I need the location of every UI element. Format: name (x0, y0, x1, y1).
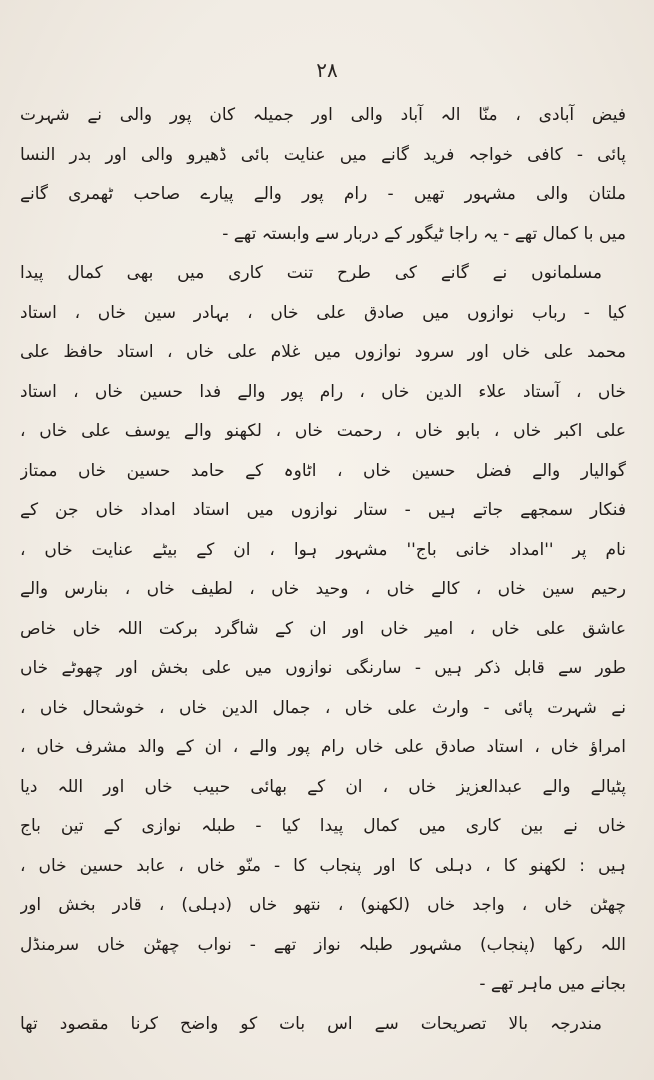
text-line-14: عاشق علی خاں ، امیر خاں اور ان کے شاگرد برکت اللہ خاں خاص (20, 618, 626, 639)
body-text (20, 96, 626, 1044)
text-line-12: نام پر ''امداد خانی باج'' مشہور ہوا ، ان کے بیٹے عنایت خاں ، (20, 539, 626, 560)
text-line-17: امراؤ خاں ، استاد صادق علی خاں رام پور والے ، ان کے والد مشرف خاں ، (20, 737, 626, 757)
text-line-11: فنکار سمجھے جاتے ہیں - ستار نوازوں میں استاد امداد خاں جن کے (20, 500, 626, 520)
text-line-13: رحیم سین خاں ، کالے خاں ، وحید خاں ، لطیف خاں ، بنارس والے (20, 579, 626, 599)
text-line-3: ملتان والی مشہور تھیں - رام پور والے پیارے صاحب ٹھمری گانے (20, 184, 626, 204)
text-line-23: بجانے میں ماہر تھے - (479, 974, 626, 994)
text-line-19: خاں نے بین کاری میں کمال پیدا کیا - طبلہ نوازی کے تین باج (20, 816, 626, 836)
text-line-24: مندرجہ بالا تصریحات سے اس بات کو واضح کرنا مقصود تھا (20, 1013, 602, 1034)
page-number: ۲۸ (316, 58, 338, 82)
text-line-10: گوالیار والے فضل حسین خاں ، اٹاوہ کے حامد حسین خاں ممتاز (20, 460, 626, 481)
text-line-18: پٹیالے والے عبدالعزیز خاں ، ان کے بھائی حبیب خاں اور اللہ دیا (20, 776, 626, 797)
text-line-9: علی اکبر خاں ، بابو خاں ، رحمت خاں ، لکھنو والے یوسف علی خاں ، (20, 421, 626, 441)
text-line-5: مسلمانوں نے گانے کی طرح تنت کاری میں بھی کمال پیدا (20, 263, 602, 283)
text-line-20: ہیں : لکھنو کا ، دہلی کا اور پنجاب کا - منّو خاں ، عابد حسین خاں ، (20, 855, 626, 876)
text-line-2: پائی - کافی خواجہ فرید گانے میں عنایت بائی ڈھیرو والی اور بدر النسا (20, 144, 626, 165)
text-line-8: خاں ، آستاد علاء الدین خاں ، رام پور والے فدا حسین خاں ، استاد (20, 381, 626, 402)
text-line-1: فیض آبادی ، منّا الہ آباد والی اور جمیلہ کان پور والی نے شہرت (20, 105, 626, 125)
text-line-4: میں با کمال تھے - یہ راجا ٹیگور کے دربار سے وابستہ تھے - (222, 223, 626, 244)
text-line-22: اللہ رکھا (پنجاب) مشہور طبلہ نواز تھے - نواب چھٹن خاں سرمنڈل (20, 934, 626, 955)
text-line-15: طور سے قابل ذکر ہیں - سارنگی نوازوں میں علی بخش اور چھوٹے خاں (20, 658, 626, 678)
text-line-16: نے شہرت پائی - وارث علی خاں ، جمال الدین خاں ، خوشحال خاں ، (20, 697, 626, 718)
text-line-6: کیا - رباب نوازوں میں صادق علی خاں ، بہادر سین خاں ، استاد (20, 302, 626, 323)
text-line-21: چھٹن خاں ، واجد خاں (لکھنو) ، نتھو خاں (دہلی) ، قادر بخش اور (20, 895, 626, 915)
text-line-7: محمد علی خاں اور سرود نوازوں میں غلام علی خاں ، استاد حافظ علی (20, 342, 626, 362)
